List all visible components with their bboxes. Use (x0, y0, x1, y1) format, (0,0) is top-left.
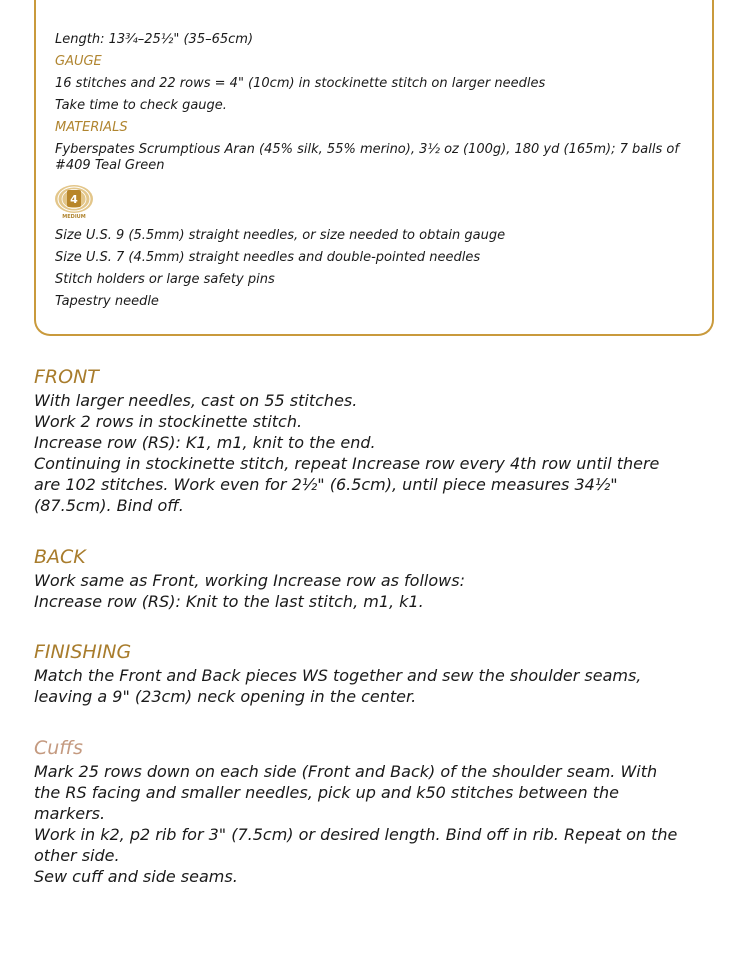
tapestry-line: Tapestry needle (55, 294, 159, 309)
holders-line: Stitch holders or large safety pins (55, 272, 275, 287)
front-line: Increase row (RS): K1, m1, knit to the end. (34, 433, 376, 452)
front-line: (87.5cm). Bind off. (34, 496, 184, 515)
materials-heading: MATERIALS (55, 120, 128, 135)
front-line: Work 2 rows in stockinette stitch. (34, 412, 303, 431)
yarn-weight-number: 4 (70, 193, 78, 206)
front-line: are 102 stitches. Work even for 2½" (6.5cm), until piece measures 34½" (34, 475, 618, 494)
yarn-line-1: Fyberspates Scrumptious Aran (45% silk, 55% merino), 3½ oz (100g), 180 yd (165m); 7 balls of (55, 142, 679, 157)
front-heading: FRONT (34, 366, 99, 388)
yarn-line-2: #409 Teal Green (55, 158, 165, 173)
gauge-line-2: Take time to check gauge. (55, 98, 227, 113)
cuffs-line: Work in k2, p2 rib for 3" (7.5cm) or desired length. Bind off in rib. Repeat on the (34, 825, 678, 844)
cuffs-heading: Cuffs (34, 737, 83, 759)
back-line: Increase row (RS): Knit to the last stitch, m1, k1. (34, 592, 424, 611)
cuffs-line: markers. (34, 804, 106, 823)
cuffs-line: Mark 25 rows down on each side (Front and Back) of the shoulder seam. With (34, 762, 658, 781)
finishing-heading: FINISHING (34, 641, 132, 663)
cuffs-line: other side. (34, 846, 120, 865)
yarn-weight-label: MEDIUM (62, 214, 86, 220)
finishing-line: Match the Front and Back pieces WS together and sew the shoulder seams, (34, 666, 642, 685)
finishing-line: leaving a 9" (23cm) neck opening in the center. (34, 687, 417, 706)
needles-line-2: Size U.S. 7 (4.5mm) straight needles and double-pointed needles (55, 250, 481, 265)
yarn-weight-icon (54, 184, 94, 220)
needles-line-1: Size U.S. 9 (5.5mm) straight needles, or size needed to obtain gauge (55, 228, 506, 243)
front-line: With larger needles, cast on 55 stitches. (34, 391, 358, 410)
back-line: Work same as Front, working Increase row as follows: (34, 571, 465, 590)
cuffs-line: the RS facing and smaller needles, pick up and k50 stitches between the (34, 783, 619, 802)
back-heading: BACK (34, 546, 86, 568)
gauge-line-1: 16 stitches and 22 rows = 4" (10cm) in stockinette stitch on larger needles (55, 76, 546, 91)
front-line: Continuing in stockinette stitch, repeat Increase row every 4th row until there (34, 454, 660, 473)
length-text: Length: 13¾–25½" (35–65cm) (55, 32, 254, 47)
gauge-heading: GAUGE (55, 54, 102, 69)
cuffs-line: Sew cuff and side seams. (34, 867, 238, 886)
